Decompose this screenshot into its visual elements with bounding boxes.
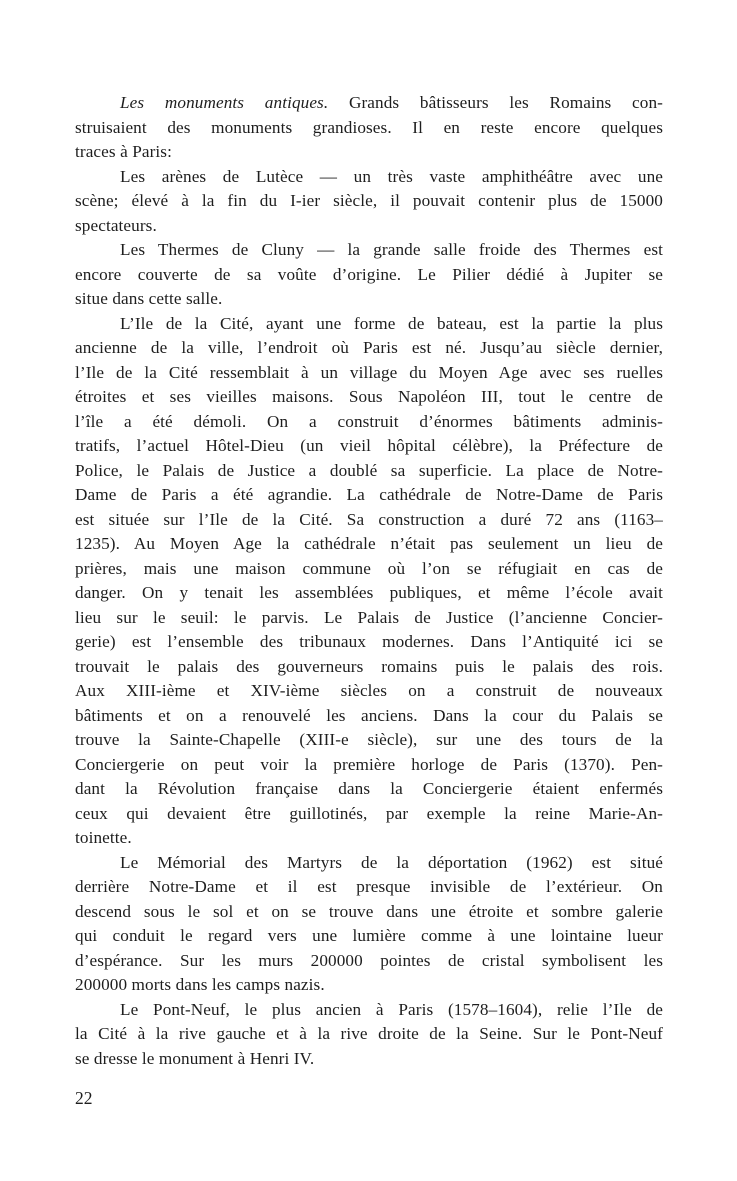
text-line: qui conduit le regard vers une lumière comme à une lointaine lueur (75, 926, 663, 945)
text-block (75, 91, 663, 1071)
text-line: l’île a été démoli. On a construit d’énormes bâtiments adminis- (75, 411, 663, 431)
text-line: Conciergerie on peut voir la première horloge de Paris (1370). Pen- (75, 754, 663, 774)
text-line: bâtiments et on a renouvelé les anciens. Dans la cour du Palais se (75, 705, 663, 725)
text-line: Les Thermes de Cluny — la grande salle froide des Thermes est (120, 240, 663, 259)
text-line: spectateurs. (75, 215, 157, 235)
text-line: Le Mémorial des Martyrs de la déportation (1962) est situé (120, 852, 663, 872)
text-line: lieu sur le seuil: le parvis. Le Palais de Justice (l’ancienne Concier- (75, 607, 663, 627)
page-number: 22 (75, 1088, 93, 1108)
text-line: gerie) est l’ensemble des tribunaux modernes. Dans l’Antiquité ici se (75, 632, 663, 651)
text-line: Police, le Palais de Justice a doublé sa superficie. La place de Notre- (75, 460, 663, 480)
lead-italic: Les monuments antiques. (120, 93, 329, 112)
text-line: ancienne de la ville, l’endroit où Paris est né. Jusqu’au siècle dernier, (75, 338, 663, 357)
text-line: se dresse le monument à Henri IV. (75, 1048, 315, 1068)
text-line: situe dans cette salle. (75, 289, 223, 308)
text-line: étroites et ses vieilles maisons. Sous Napoléon III, tout le centre de (75, 387, 663, 406)
text-line: ceux qui devaient être guillotinés, par exemple la reine Marie-An- (75, 803, 663, 823)
text-line: d’espérance. Sur les murs 200000 pointes de cristal symbolisent les (75, 950, 663, 970)
text-line: prières, mais une maison commune où l’on se réfugiait en cas de (75, 558, 663, 578)
text-line: est située sur l’Ile de la Cité. Sa construction a duré 72 ans (1163– (75, 509, 663, 529)
text-line: la Cité à la rive gauche et à la rive droite de la Seine. Sur le Pont-Neuf (75, 1024, 663, 1043)
paragraph (75, 851, 663, 998)
text-line: 200000 morts dans les camps nazis. (75, 975, 325, 994)
text-line: L’Ile de la Cité, ayant une forme de bateau, est la partie la plus (120, 313, 663, 333)
text-line: traces à Paris: (75, 142, 172, 161)
text-line: tratifs, l’actuel Hôtel-Dieu (un vieil hôpital célèbre), la Préfecture de (75, 436, 663, 455)
text-line: Aux XIII-ième et XIV-ième siècles on a construit de nouveaux (75, 681, 663, 700)
text-line: toinette. (75, 828, 132, 847)
text-line: Les arènes de Lutèce — un très vaste amphithéâtre avec une (120, 166, 663, 186)
text-line: derrière Notre-Dame et il est presque invisible de l’extérieur. On (75, 877, 663, 896)
paragraph (75, 312, 663, 851)
text-line: Le Pont-Neuf, le plus ancien à Paris (1578–1604), relie l’Ile de (120, 999, 663, 1019)
text-line: Dame de Paris a été agrandie. La cathédrale de Notre-Dame de Paris (75, 485, 663, 504)
text-line: trouve la Sainte-Chapelle (XIII-e siècle), sur une des tours de la (75, 730, 663, 749)
paragraph (75, 998, 663, 1072)
text-line: 1235). Au Moyen Age la cathédrale n’était pas seulement un lieu de (75, 534, 663, 553)
paragraph (75, 238, 663, 312)
text-line: descend sous le sol et on se trouve dans une étroite et sombre galerie (75, 901, 663, 921)
text-line: Les monuments antiques. Grands bâtisseurs les Romains con- (120, 93, 664, 112)
text-line: scène; élevé à la fin du I-ier siècle, il pouvait contenir plus de 15000 (75, 191, 663, 210)
text-line: encore couverte de sa voûte d’origine. Le Pilier dédié à Jupiter se (75, 264, 663, 284)
text-line: struisaient des monuments grandioses. Il en reste encore quelques (75, 117, 663, 137)
text-line: l’Ile de la Cité ressemblait à un village du Moyen Age avec ses ruelles (75, 362, 663, 382)
text-line: dant la Révolution française dans la Conciergerie étaient enfermés (75, 779, 663, 798)
text-line: trouvait le palais des gouverneurs romains puis le palais des rois. (75, 656, 663, 676)
text-line: danger. On y tenait les assemblées publiques, et même l’école avait (75, 583, 663, 602)
paragraph (75, 91, 663, 165)
paragraph (75, 165, 663, 239)
